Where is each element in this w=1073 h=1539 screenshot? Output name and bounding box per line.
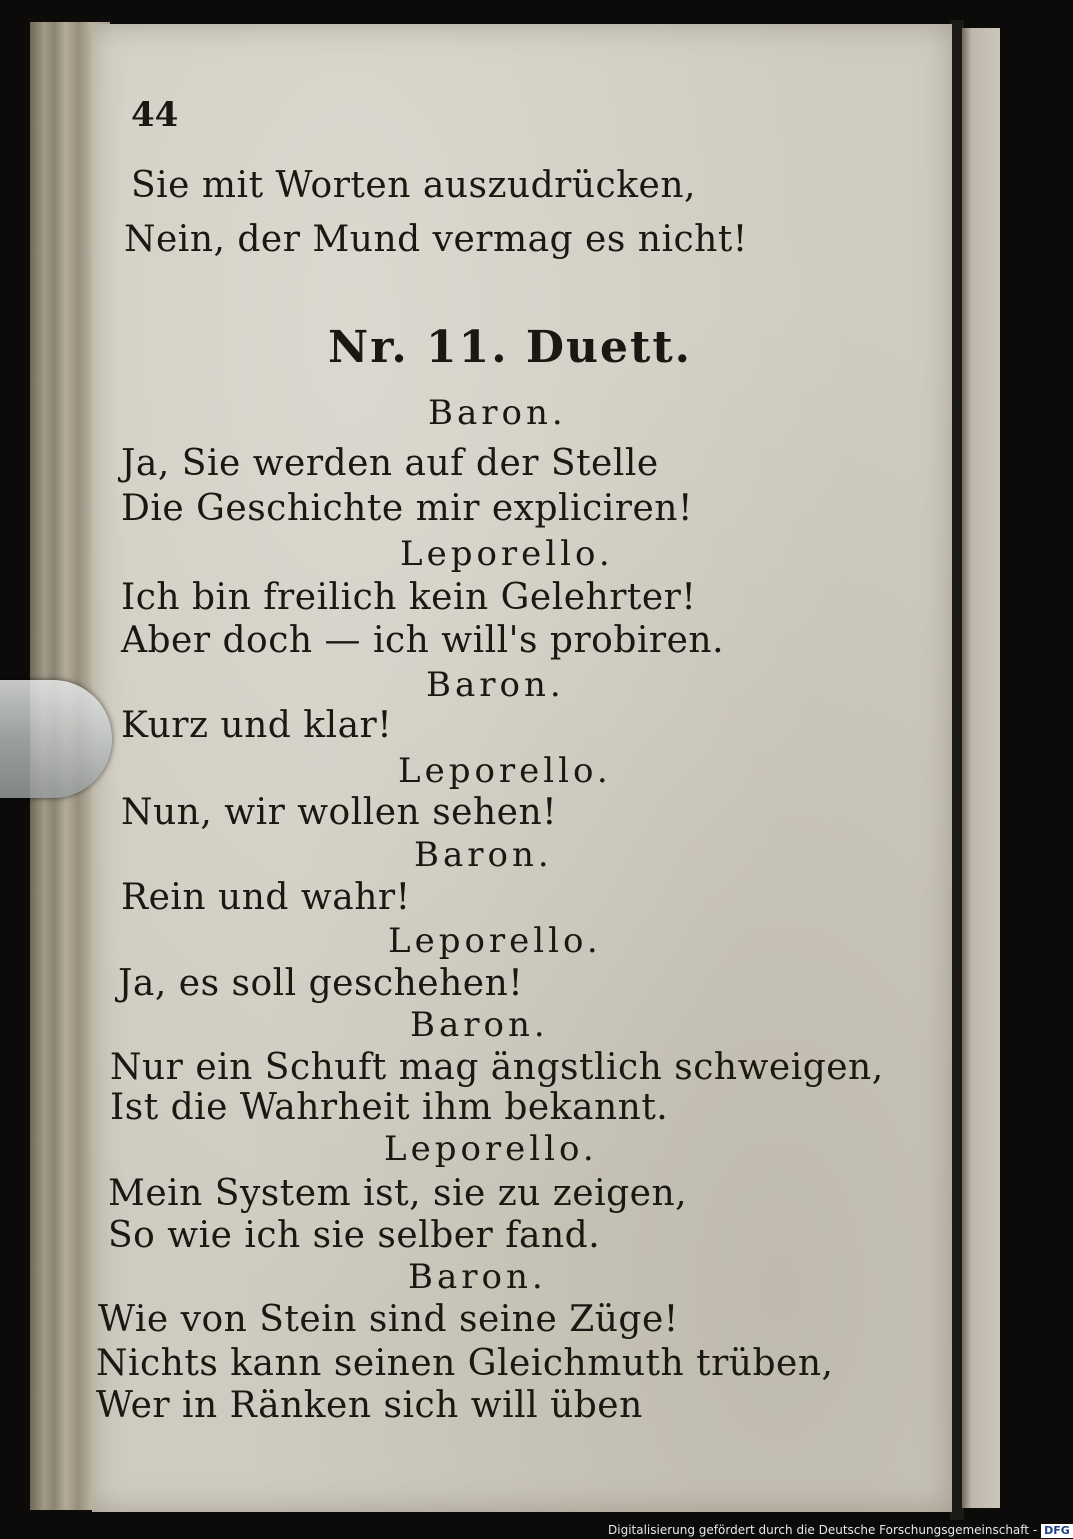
verse-line: So wie ich sie selber fand.: [108, 1215, 601, 1256]
facing-page: [962, 28, 1000, 1508]
speaker-name: Baron.: [428, 393, 567, 433]
speaker-name: Leporello.: [400, 534, 614, 574]
verse-line: Ich bin freilich kein Gelehrter!: [121, 577, 697, 618]
verse-line: Ist die Wahrheit ihm bekannt.: [110, 1087, 669, 1128]
section-heading: Nr. 11. Duett.: [328, 322, 692, 373]
digitization-credit-text: Digitalisierung gefördert durch die Deutsche Forschungsgemeinschaft -: [608, 1523, 1038, 1537]
verse-line: Wer in Ränken sich will üben: [96, 1385, 643, 1426]
verse-line: Nichts kann seinen Gleichmuth trüben,: [96, 1343, 834, 1384]
verse-line: Kurz und klar!: [121, 705, 393, 746]
verse-line: Ja, es soll geschehen!: [118, 963, 524, 1004]
dfg-logo: DFG: [1041, 1524, 1073, 1538]
speaker-name: Baron.: [426, 665, 565, 705]
speaker-name: Baron.: [410, 1005, 549, 1045]
speaker-name: Baron.: [408, 1257, 547, 1297]
page-number: 44: [131, 95, 179, 135]
verse-line: Aber doch — ich will's probiren.: [121, 620, 725, 661]
verse-line: Sie mit Worten auszudrücken,: [131, 165, 696, 206]
speaker-name: Baron.: [414, 835, 553, 875]
verse-line: Nur ein Schuft mag ängstlich schweigen,: [110, 1047, 884, 1088]
verse-line: Mein System ist, sie zu zeigen,: [108, 1173, 688, 1214]
verse-line: Wie von Stein sind seine Züge!: [98, 1299, 679, 1340]
digitization-credit: [608, 1521, 1073, 1539]
verse-line: Die Geschichte mir expliciren!: [121, 488, 693, 529]
speaker-name: Leporello.: [398, 751, 612, 791]
verse-line: Ja, Sie werden auf der Stelle: [121, 443, 659, 484]
verse-line: Nein, der Mund vermag es nicht!: [124, 219, 748, 260]
speaker-name: Leporello.: [384, 1129, 598, 1169]
speaker-name: Leporello.: [388, 921, 602, 961]
verse-line: Rein und wahr!: [121, 877, 411, 918]
verse-line: Nun, wir wollen sehen!: [121, 792, 558, 833]
